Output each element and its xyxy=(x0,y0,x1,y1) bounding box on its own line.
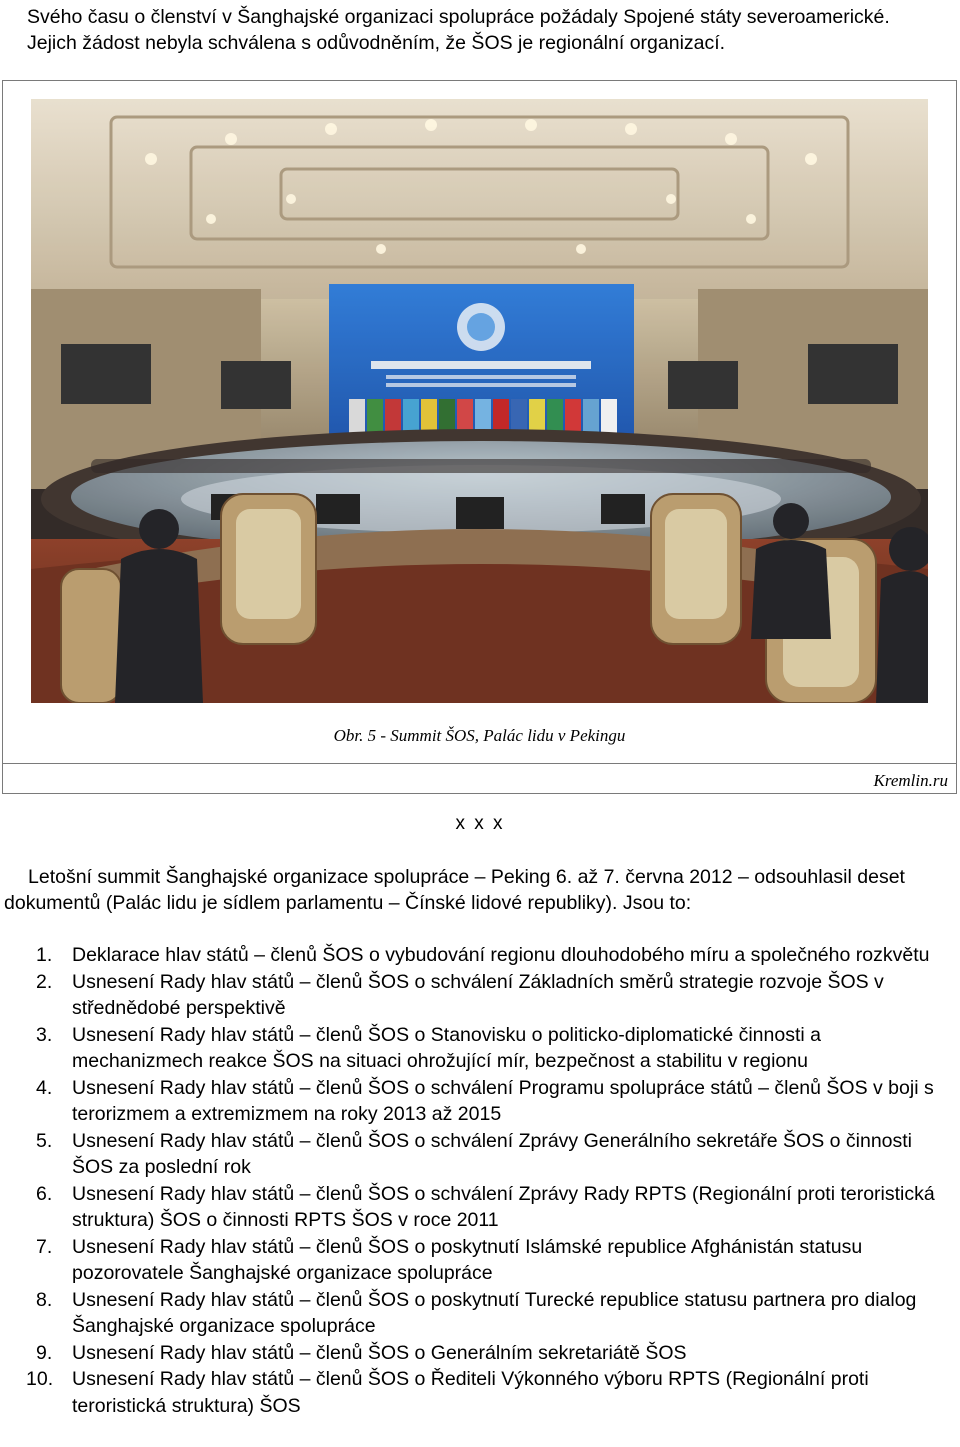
figure-credit: Kremlin.ru xyxy=(873,771,948,790)
list-item xyxy=(0,969,950,1022)
list-item xyxy=(0,1128,950,1181)
list-item-text: Usnesení Rady hlav států – členů ŠOS o poskytnutí Turecké republice statusu partnera pro dialog Šanghajské organizace spolupráce xyxy=(72,1288,917,1337)
list-item-number: 10. xyxy=(26,1368,54,1390)
list-item-number: 5. xyxy=(36,1129,53,1152)
section-separator: x x x xyxy=(455,813,505,834)
list-item-number: 6. xyxy=(36,1182,53,1205)
list-item-number: 9. xyxy=(36,1341,53,1364)
list-item-number: 2. xyxy=(36,970,53,993)
list-item-text: Usnesení Rady hlav států – členů ŠOS o Generálním sekretariátě ŠOS xyxy=(72,1341,687,1364)
list-item-text: Usnesení Rady hlav států – členů ŠOS o schválení Základních směrů strategie rozvoje ŠOS v střednědobé perspektivě xyxy=(72,970,884,1019)
list-item-text: Deklarace hlav států – členů ŠOS o vybudování regionu dlouhodobého míru a společného rozkvětu xyxy=(72,944,930,966)
list-item-number: 1. xyxy=(36,944,53,966)
intro-line-1: Svého času o členství v Šanghajské organizaci spolupráce požádaly Spojené státy severoamerické. xyxy=(27,6,890,28)
list-item-text: Usnesení Rady hlav států – členů ŠOS o schválení Zprávy Rady RPTS (Regionální proti teroristická struktura) ŠOS o činnosti RPTS ŠOS v roce 2011 xyxy=(72,1182,935,1231)
list-item-number: 4. xyxy=(36,1076,53,1099)
list-item-number: 3. xyxy=(36,1023,53,1046)
summit-hall-illustration xyxy=(31,99,928,703)
figure-divider xyxy=(3,763,956,764)
list-item-number: 7. xyxy=(36,1235,53,1258)
list-item-text: Usnesení Rady hlav států – členů ŠOS o poskytnutí Islámské republice Afghánistán statusu pozorovatele Šanghajské organizace spolupráce xyxy=(72,1235,863,1284)
document-list xyxy=(0,942,950,1419)
list-item-text: Usnesení Rady hlav států – členů ŠOS o schválení Zprávy Generálního sekretáře ŠOS o činnosti ŠOS za poslední rok xyxy=(72,1129,913,1178)
list-item xyxy=(0,1234,950,1287)
figure-caption: Obr. 5 - Summit ŠOS, Palác lidu v Pekingu xyxy=(333,726,626,745)
list-item-text: Usnesení Rady hlav států – členů ŠOS o Stanovisku o politicko-diplomatické činnosti a mechanizmech reakce ŠOS na situaci ohrožující mír, bezpečnost a stabilitu v regionu xyxy=(72,1023,821,1072)
list-item xyxy=(0,1366,950,1419)
figure-frame xyxy=(2,80,957,794)
list-item xyxy=(0,1340,950,1367)
summit-photo xyxy=(31,99,928,703)
summit-paragraph xyxy=(4,864,956,916)
list-item xyxy=(0,1075,950,1128)
intro-paragraph xyxy=(27,4,957,56)
list-item xyxy=(0,1287,950,1340)
intro-line-2: Jejich žádost nebyla schválena s odůvodněním, že ŠOS je regionální organizací. xyxy=(27,32,726,54)
list-item xyxy=(0,942,950,969)
list-item-text: Usnesení Rady hlav států – členů ŠOS o Řediteli Výkonného výboru RPTS (Regionální proti teroristická struktura) ŠOS xyxy=(72,1368,869,1417)
list-item xyxy=(0,1022,950,1075)
list-item-text: Usnesení Rady hlav států – členů ŠOS o schválení Programu spolupráce států – členů ŠOS v boji s terorizmem a extremizmem na roky 2013 až 2015 xyxy=(72,1076,934,1125)
summit-text: Letošní summit Šanghajské organizace spolupráce – Peking 6. až 7. června 2012 – odsouhlasil deset dokumentů (Palác lidu je sídlem parlamentu – Čínské lidové republiky). Jsou to: xyxy=(4,866,905,914)
list-item xyxy=(0,1181,950,1234)
list-item-number: 8. xyxy=(36,1288,53,1311)
